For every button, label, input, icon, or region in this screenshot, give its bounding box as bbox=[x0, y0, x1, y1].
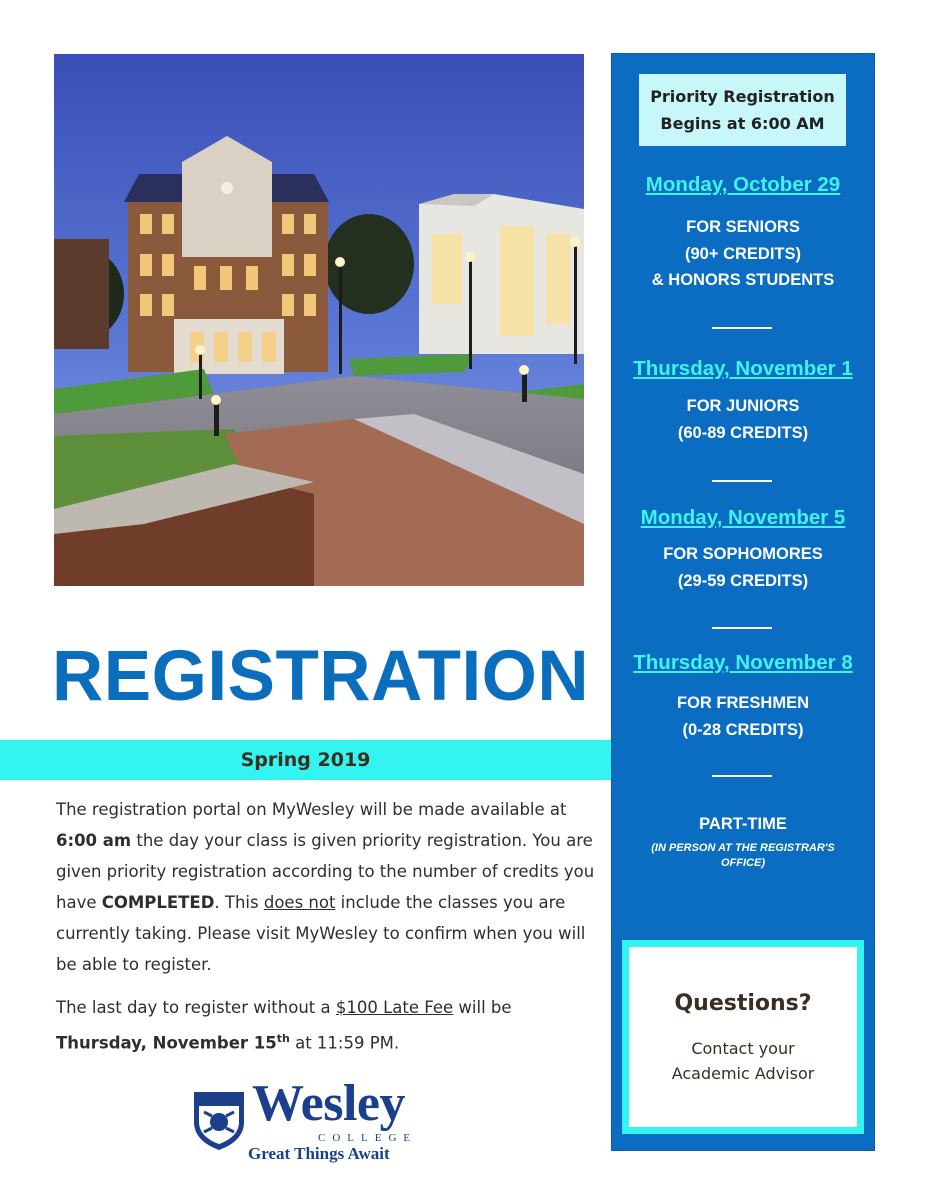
campus-photo bbox=[54, 54, 584, 586]
schedule-date-sophomores: Monday, November 5 bbox=[640, 506, 846, 529]
term-label: Spring 2019 bbox=[240, 749, 371, 771]
divider bbox=[712, 627, 772, 629]
intro-paragraph-2: The last day to register without a $100 Late Fee will be Thursday, November 15th at 11:59 PM. bbox=[56, 998, 512, 1053]
schedule-date-seniors: Monday, October 29 bbox=[645, 173, 841, 196]
shield-icon bbox=[190, 1088, 248, 1152]
intro-paragraph-1: The registration portal on MyWesley will be made available at 6:00 am the day your class is given priority registration. You are given priority registration according to the number of credits you have COMPLETED. This does not include the classes you are currently taking. Please visit MyWesley to confirm when you will be able to register. bbox=[56, 800, 595, 974]
priority-line-2: Begins at 6:00 AM bbox=[660, 114, 825, 133]
wesley-college-logo bbox=[190, 1075, 430, 1170]
logo-wordmark: Wesley bbox=[252, 1075, 405, 1132]
schedule-group-sophomores: FOR SOPHOMORES (29-59 CREDITS) bbox=[663, 545, 823, 590]
schedule-date-juniors: Thursday, November 1 bbox=[633, 357, 853, 380]
divider bbox=[712, 775, 772, 777]
schedule-sidebar bbox=[612, 54, 874, 1150]
schedule-date-freshmen: Thursday, November 8 bbox=[633, 651, 853, 674]
questions-text: Contact your Academic Advisor bbox=[671, 1039, 815, 1083]
part-time-label: PART-TIME bbox=[699, 815, 787, 833]
logo-tagline: Great Things Await bbox=[248, 1144, 390, 1163]
intro-text bbox=[56, 794, 596, 1071]
divider bbox=[712, 480, 772, 482]
late-fee: $100 Late Fee bbox=[335, 998, 454, 1017]
deadline-date: Thursday, November 15 bbox=[56, 1033, 277, 1053]
schedule-group-freshmen: FOR FRESHMEN (0-28 CREDITS) bbox=[677, 694, 809, 739]
questions-title: Questions? bbox=[674, 991, 812, 1016]
divider bbox=[712, 327, 772, 329]
schedule-group-juniors: FOR JUNIORS (60-89 CREDITS) bbox=[677, 397, 809, 442]
term-banner bbox=[0, 740, 611, 780]
logo-subtitle: COLLEGE bbox=[318, 1132, 418, 1144]
priority-box bbox=[639, 74, 846, 146]
page-title: REGISTRATION bbox=[52, 637, 590, 716]
part-time-note: (IN PERSON AT THE REGISTRAR'S OFFICE) bbox=[651, 842, 835, 869]
schedule-group-seniors: FOR SENIORS (90+ CREDITS) & HONORS STUDENTS bbox=[651, 218, 835, 289]
priority-line-1: Priority Registration bbox=[650, 87, 835, 106]
emphasis-does-not: does not bbox=[263, 893, 336, 912]
questions-box bbox=[622, 940, 864, 1134]
